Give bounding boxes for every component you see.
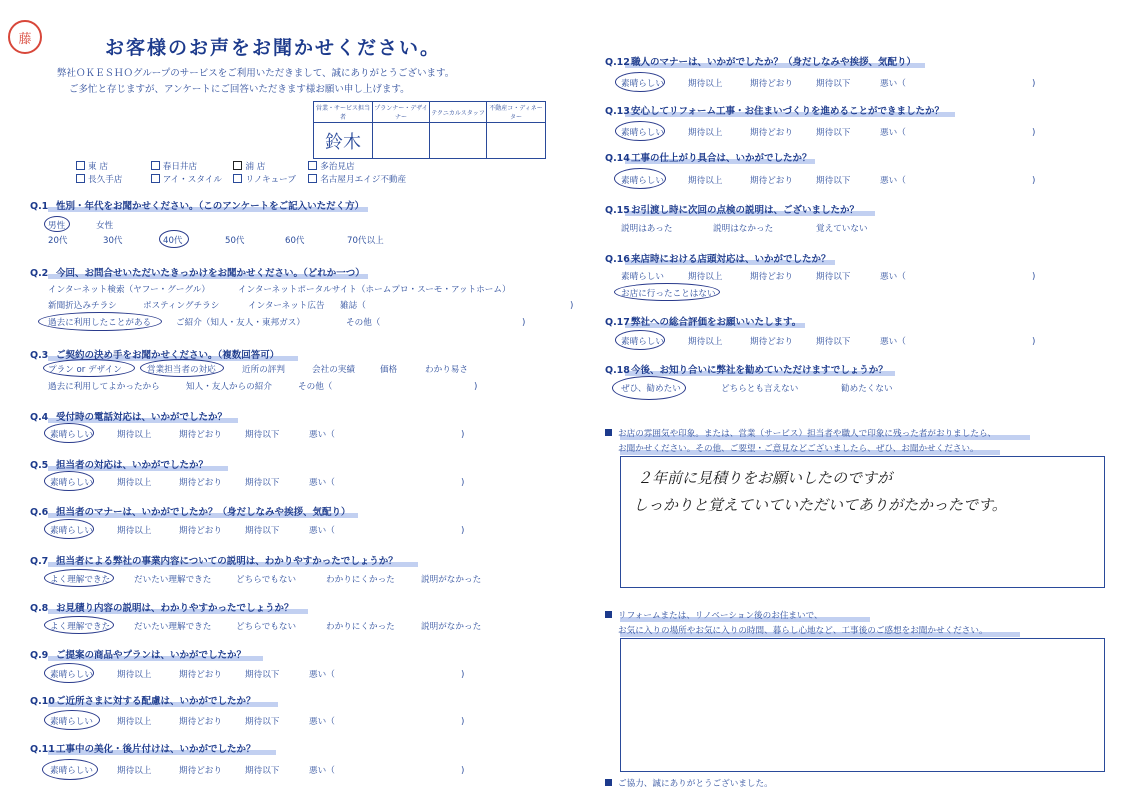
- answer-circle: [44, 663, 94, 683]
- q2-options-row-2: 新聞折込みチラシ ポスティングチラシ インターネット広告 雑誌（ ): [48, 301, 574, 311]
- staff-realestate-cell[interactable]: [487, 123, 546, 159]
- staff-header-realestate: 不動産コ・ディネーター: [487, 102, 546, 123]
- staff-table: [313, 101, 546, 159]
- scale-option[interactable]: 素晴らしい: [621, 79, 664, 89]
- comment2-textarea[interactable]: [620, 638, 1105, 772]
- question-14: Q.14工事の仕上がり具合は、いかがでしたか？: [605, 153, 812, 164]
- scale-option[interactable]: 期待以上: [688, 272, 723, 282]
- q2-option[interactable]: ポスティングチラシ: [143, 301, 220, 311]
- q3-option[interactable]: 営業担当者の対応: [147, 365, 216, 375]
- q13-options: 素晴らしい 期待以上 期待どおり 期待以下 悪い（ ): [621, 128, 1036, 138]
- q2-option[interactable]: その他（: [346, 318, 381, 328]
- scale-option[interactable]: 期待以上: [117, 478, 152, 488]
- scale-option[interactable]: 期待以下: [816, 176, 851, 186]
- understand-option[interactable]: わかりにくかった: [326, 622, 395, 632]
- question-12: Q.12職人のマナーは、いかがでしたか？（身だしなみや挨拶、気配り）: [605, 57, 917, 68]
- question-1: Q.1 性別・年代をお聞かせください。（このアンケートをご記入いただく方）: [30, 201, 365, 212]
- thanks-message: ご協力、誠にありがとうございました。: [605, 777, 773, 789]
- scale-option[interactable]: 期待どおり: [750, 79, 793, 89]
- answer-circle: [612, 376, 686, 400]
- scale-option[interactable]: 期待以上: [117, 766, 152, 776]
- scale-option[interactable]: 期待以下: [816, 337, 851, 347]
- scale-option[interactable]: 悪い（: [880, 128, 906, 138]
- scale-option[interactable]: 期待以下: [245, 717, 280, 727]
- bullet-square-icon: [605, 611, 612, 618]
- scale-option[interactable]: 悪い（: [880, 272, 906, 282]
- q15-option[interactable]: 覚えていない: [816, 224, 868, 234]
- q1-age-options: [48, 234, 384, 246]
- q15-option[interactable]: 説明はあった: [621, 224, 673, 234]
- q9-options: 素晴らしい 期待以上 期待どおり 期待以下 悪い（ ): [50, 670, 465, 680]
- intro-line-1: 弊社ＯＫＥＳＨＯグループのサービスをご利用いただきまして、誠にありがとうございます。: [57, 68, 455, 79]
- understand-option[interactable]: どちらでもない: [236, 622, 297, 632]
- q16-options: 素晴らしい 期待以上 期待どおり 期待以下 悪い（ ): [621, 272, 1036, 282]
- scale-option[interactable]: 悪い（: [880, 79, 906, 89]
- staff-header-sales: 営業・サービス担当者: [314, 102, 373, 123]
- answer-circle: [615, 121, 665, 141]
- understand-option[interactable]: よく理解できた: [50, 622, 111, 632]
- q11-options: 素晴らしい 期待以上 期待どおり 期待以下 悪い（ ): [50, 766, 465, 776]
- q3-option[interactable]: 会社の実績: [312, 365, 355, 375]
- q14-options: 素晴らしい 期待以上 期待どおり 期待以下 悪い（ ): [621, 176, 1036, 186]
- comment1-prompt-line-1: お店の雰囲気や印象。または、営業（サービス）担当者や職人で印象に残った者がおりましたら、: [605, 427, 996, 439]
- scale-option[interactable]: 期待以下: [245, 478, 280, 488]
- scale-option[interactable]: 悪い（: [309, 430, 335, 440]
- scale-option[interactable]: 素晴らしい: [50, 478, 93, 488]
- q18-option[interactable]: ぜひ、勧めたい: [621, 384, 681, 394]
- understand-option[interactable]: だいたい理解できた: [134, 622, 212, 632]
- question-4: Q.4 受付時の電話対応は、いかがでしたか？: [30, 412, 228, 423]
- answer-circle: [43, 359, 135, 377]
- scale-option[interactable]: 悪い（: [880, 337, 906, 347]
- q1-option[interactable]: 男性: [48, 221, 66, 231]
- q3-option[interactable]: その他（: [298, 382, 333, 392]
- scale-option[interactable]: 期待以下: [816, 79, 851, 89]
- comment1-handwriting-line-1: ２年前に見積りをお願いしたのですが: [637, 469, 893, 487]
- answer-circle: [44, 519, 94, 539]
- scale-option[interactable]: 素晴らしい: [621, 128, 664, 138]
- scale-option[interactable]: 期待どおり: [179, 478, 222, 488]
- q1-option[interactable]: 60代: [285, 236, 305, 246]
- scale-option[interactable]: 期待以下: [816, 272, 851, 282]
- scale-option[interactable]: 悪い（: [309, 478, 335, 488]
- staff-planner-cell[interactable]: [373, 123, 430, 159]
- question-8: Q.8 お見積り内容の説明は、わかりやすかったでしょうか？: [30, 603, 294, 614]
- q6-options: 素晴らしい 期待以上 期待どおり 期待以下 悪い（ ): [50, 526, 465, 536]
- hanko-stamp: 藤: [8, 20, 42, 54]
- q2-option[interactable]: インターネット検索（ヤフー・グーグル）: [48, 285, 210, 295]
- store-checkbox[interactable]: [151, 174, 160, 183]
- understand-option[interactable]: どちらでもない: [236, 575, 297, 585]
- question-2: Q.2 今回、お問合せいただいたきっかけをお聞かせください。（どれか一つ）: [30, 268, 365, 279]
- question-3: Q.3 ご契約の決め手をお聞かせください。（複数回答可）: [30, 350, 280, 361]
- answer-circle: [615, 330, 665, 350]
- question-13: Q.13安心してリフォーム工事・お住まいづくりを進めることができましたか？: [605, 106, 945, 117]
- scale-option[interactable]: 期待以下: [816, 128, 851, 138]
- answer-circle: [615, 72, 665, 92]
- scale-option[interactable]: 期待どおり: [179, 670, 222, 680]
- q4-options: 素晴らしい 期待以上 期待どおり 期待以下 悪い（ ): [50, 430, 465, 440]
- scale-option[interactable]: 素晴らしい: [50, 766, 93, 776]
- store-checkbox[interactable]: [76, 174, 85, 183]
- q1-option[interactable]: 20代: [48, 236, 68, 246]
- q2-option[interactable]: インターネット広告: [248, 301, 325, 311]
- q2-options-row-1: [48, 283, 511, 295]
- q18-option[interactable]: 勧めたくない: [841, 384, 893, 394]
- understand-option[interactable]: だいたい理解できた: [134, 575, 212, 585]
- q1-option[interactable]: 70代以上: [347, 236, 384, 246]
- q16-not-visited[interactable]: お店に行ったことはない: [621, 289, 716, 299]
- scale-option[interactable]: 期待以上: [688, 128, 723, 138]
- scale-option[interactable]: 悪い（: [309, 766, 335, 776]
- answer-circle: [44, 471, 94, 491]
- comment1-handwriting-line-2: しっかりと覚えていていただいてありがたかったです。: [633, 496, 1007, 514]
- scale-option[interactable]: 期待どおり: [750, 337, 793, 347]
- answer-circle: [44, 423, 94, 443]
- page-title: お客様のお声をお聞かせください。: [105, 37, 442, 59]
- scale-option[interactable]: 悪い（: [309, 670, 335, 680]
- answer-circle: [614, 168, 666, 189]
- answer-circle: [44, 710, 100, 730]
- answer-circle: [159, 230, 189, 248]
- scale-option[interactable]: 期待以下: [245, 670, 280, 680]
- store-checkbox-checked[interactable]: [233, 161, 242, 170]
- scale-option[interactable]: 期待以下: [245, 766, 280, 776]
- answer-circle: [44, 569, 114, 587]
- q2-option[interactable]: 雑誌（: [340, 301, 366, 311]
- q3-option[interactable]: わかり易さ: [425, 365, 468, 375]
- q1-option[interactable]: 40代: [163, 236, 183, 246]
- q2-option[interactable]: ご紹介（知人・友人・東邦ガス）: [176, 318, 305, 328]
- question-6: Q.6 担当者のマナーは、いかがでしたか？（身だしなみや挨拶、気配り）: [30, 507, 351, 518]
- store-row-2: 長久手店 アイ・スタイル リノキューブ 名古屋月エイジ不動産: [76, 173, 406, 185]
- q2-option[interactable]: インターネットポータルサイト（ホームプロ・スーモ・アットホーム）: [238, 285, 511, 295]
- q15-option[interactable]: 説明はなかった: [713, 224, 774, 234]
- scale-option[interactable]: 期待どおり: [750, 128, 793, 138]
- q3-option[interactable]: 過去に利用してよかったから: [48, 382, 160, 392]
- understand-option[interactable]: 説明がなかった: [421, 575, 482, 585]
- scale-option[interactable]: 素晴らしい: [50, 430, 93, 440]
- staff-header-planner: プランナー・デザイナー: [373, 102, 430, 123]
- answer-circle: [140, 359, 224, 377]
- question-9: Q.9 ご提案の商品やプランは、いかがでしたか？: [30, 650, 247, 661]
- staff-header-technical: テクニカルスタッフ: [430, 102, 487, 123]
- store-checkbox[interactable]: [233, 174, 242, 183]
- scale-option[interactable]: 期待以下: [245, 430, 280, 440]
- store-checkbox[interactable]: [76, 161, 85, 170]
- q2-option[interactable]: 新聞折込みチラシ: [48, 301, 117, 311]
- q15-options: [621, 222, 868, 234]
- scale-option[interactable]: 期待どおり: [179, 766, 222, 776]
- q2-option[interactable]: 過去に利用したことがある: [48, 318, 152, 328]
- scale-option[interactable]: 素晴らしい: [621, 176, 664, 186]
- q3-options-row-2: 過去に利用してよかったから 知人・友人からの紹介 その他（ ): [48, 382, 478, 392]
- scale-option[interactable]: 期待以上: [117, 526, 152, 536]
- q8-options: [50, 620, 481, 632]
- question-16: Q.16来店時における店頭対応は、いかがでしたか？: [605, 254, 831, 265]
- q3-option[interactable]: 価格: [380, 365, 398, 375]
- question-5: Q.5 担当者の対応は、いかがでしたか？: [30, 460, 209, 471]
- staff-sales-name[interactable]: 鈴木: [314, 123, 373, 159]
- question-10: Q.10ご近所さまに対する配慮は、いかがでしたか？: [30, 696, 256, 707]
- question-15: Q.15お引渡し時に次回の点検の説明は、ございましたか？: [605, 205, 860, 216]
- answer-circle: [38, 312, 162, 331]
- q10-options: 素晴らしい 期待以上 期待どおり 期待以下 悪い（ ): [50, 717, 465, 727]
- q3-option[interactable]: プラン or デザイン: [48, 365, 122, 375]
- bullet-square-icon: [605, 429, 612, 436]
- scale-option[interactable]: 期待以上: [117, 717, 152, 727]
- q1-option[interactable]: 女性: [96, 221, 114, 231]
- q3-option[interactable]: 近所の評判: [242, 365, 285, 375]
- scale-option[interactable]: 期待どおり: [179, 526, 222, 536]
- store-row-1: 東 店 春日井店 浦 店 多治見店: [76, 160, 355, 172]
- scale-option[interactable]: 期待以上: [688, 337, 723, 347]
- understand-option[interactable]: わかりにくかった: [326, 575, 395, 585]
- scale-option[interactable]: 素晴らしい: [50, 717, 93, 727]
- scale-option[interactable]: 素晴らしい: [50, 526, 93, 536]
- store-checkbox[interactable]: [308, 161, 317, 170]
- scale-option[interactable]: 素晴らしい: [621, 337, 664, 347]
- comment2-prompt-line-1: リフォームまたは、リノベーション後のお住まいで、: [605, 609, 823, 621]
- staff-technical-cell[interactable]: [430, 123, 487, 159]
- comment2-prompt-line-2: お気に入りの場所やお気に入りの時間、暮らし心地など、工事後のご感想をお聞かせください。: [618, 626, 988, 636]
- understand-option[interactable]: 説明がなかった: [421, 622, 482, 632]
- store-checkbox[interactable]: [151, 161, 160, 170]
- scale-option[interactable]: 期待どおり: [750, 272, 793, 282]
- question-7: Q.7 担当者による弊社の事業内容についての説明は、わかりやすかったでしょうか？: [30, 556, 398, 567]
- intro-line-2: ご多忙と存じますが、アンケートにご回答いただきます様お願い申し上げます。: [69, 84, 410, 95]
- q12-options: 素晴らしい 期待以上 期待どおり 期待以下 悪い（ ): [621, 79, 1036, 89]
- scale-option[interactable]: 期待以上: [688, 176, 723, 186]
- scale-option[interactable]: 素晴らしい: [621, 272, 664, 282]
- q18-option[interactable]: どちらとも言えない: [721, 384, 799, 394]
- scale-option[interactable]: 期待どおり: [750, 176, 793, 186]
- q5-options: 素晴らしい 期待以上 期待どおり 期待以下 悪い（ ): [50, 478, 465, 488]
- q1-option[interactable]: 50代: [225, 236, 245, 246]
- scale-option[interactable]: 期待以上: [688, 79, 723, 89]
- scale-option[interactable]: 悪い（: [309, 717, 335, 727]
- q3-option[interactable]: 知人・友人からの紹介: [186, 382, 272, 392]
- scale-option[interactable]: 期待以上: [117, 430, 152, 440]
- comment1-textarea[interactable]: [620, 456, 1105, 588]
- bullet-square-icon: [605, 779, 612, 786]
- q1-option[interactable]: 30代: [103, 236, 123, 246]
- answer-circle: [44, 216, 70, 232]
- scale-option[interactable]: 期待以下: [245, 526, 280, 536]
- scale-option[interactable]: 期待以上: [117, 670, 152, 680]
- scale-option[interactable]: 期待どおり: [179, 717, 222, 727]
- q7-options: [50, 573, 481, 585]
- comment1-prompt-line-2: お聞かせください。その他、ご要望・ご意見などございましたら、ぜひ、お聞かせください。: [618, 444, 979, 454]
- q17-options: 素晴らしい 期待以上 期待どおり 期待以下 悪い（ ): [621, 337, 1036, 347]
- q2-options-row-3: 過去に利用したことがある ご紹介（知人・友人・東邦ガス） その他（ ): [48, 318, 526, 328]
- answer-circle: [44, 616, 114, 634]
- understand-option[interactable]: よく理解できた: [50, 575, 111, 585]
- scale-option[interactable]: 期待どおり: [179, 430, 222, 440]
- scale-option[interactable]: 悪い（: [880, 176, 906, 186]
- answer-circle: [614, 283, 720, 301]
- question-11: Q.11工事中の美化・後片付けは、いかがでしたか？: [30, 744, 256, 755]
- store-checkbox[interactable]: [308, 174, 317, 183]
- scale-option[interactable]: 悪い（: [309, 526, 335, 536]
- question-18: Q.18今後、お知り合いに弊社を勧めていただけますでしょうか？: [605, 365, 888, 376]
- scale-option[interactable]: 素晴らしい: [50, 670, 93, 680]
- question-17: Q.17弊社への総合評価をお願いいたします。: [605, 317, 802, 328]
- answer-circle: [42, 759, 98, 780]
